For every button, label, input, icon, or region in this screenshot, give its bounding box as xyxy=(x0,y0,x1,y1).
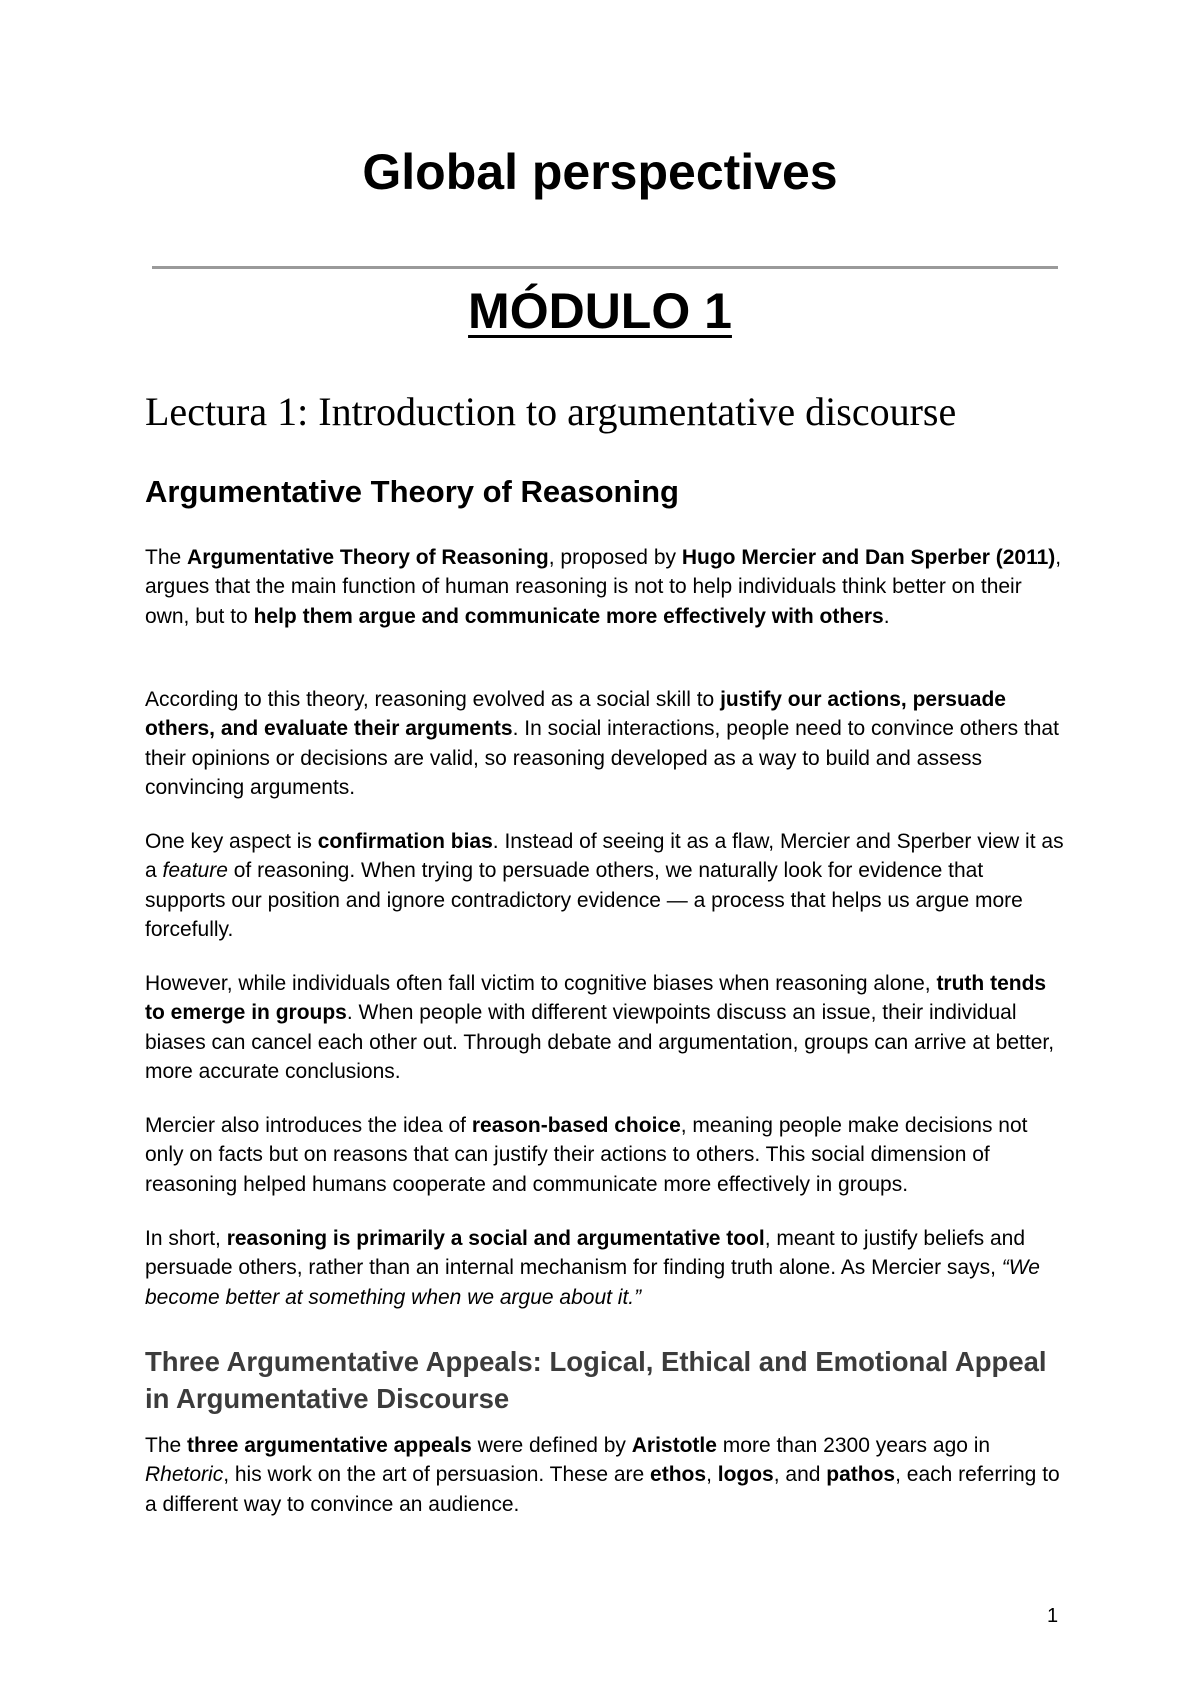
paragraph-theory-intro: The Argumentative Theory of Reasoning, proposed by Hugo Mercier and Dan Sperber (2011), argues that the main function of human reasoning is not to help individuals think better on their own, but to help them argue and communicate more effectively with others. xyxy=(145,546,1062,628)
paragraph-reason-based-choice: Mercier also introduces the idea of reason-based choice, meaning people make decisions not only on facts but on reasons that can justify their actions to others. This social dimension of reasoning helped humans cooperate and communicate more effectively in groups. xyxy=(145,1114,1028,1196)
section-heading-three-appeals: Three Argumentative Appeals: Logical, Ethical and Emotional Appeal in Argumentative Discourse xyxy=(145,1346,1047,1414)
document-title: Global perspectives xyxy=(362,144,838,200)
horizontal-rule xyxy=(152,266,1058,269)
paragraph-appeals-intro: The three argumentative appeals were defined by Aristotle more than 2300 years ago in Rhetoric, his work on the art of persuasion. These are ethos, logos, and pathos, each referring to a different way to convince an audience. xyxy=(145,1434,1060,1516)
module-title: MÓDULO 1 xyxy=(468,283,732,339)
page-number: 1 xyxy=(1047,1605,1059,1627)
paragraph-summary: In short, reasoning is primarily a social and argumentative tool, meant to justify beliefs and persuade others, rather than an internal mechanism for finding truth alone. As Mercier says, “We become better at something when we argue about it.” xyxy=(145,1227,1040,1309)
paragraph-confirmation-bias: One key aspect is confirmation bias. Instead of seeing it as a flaw, Mercier and Sperber view it as a feature of reasoning. When trying to persuade others, we naturally look for evidence that supports our position and ignore contradictory evidence — a process that helps us argue more forcefully. xyxy=(145,830,1064,941)
paragraph-social-skill: According to this theory, reasoning evolved as a social skill to justify our actions, persuade others, and evaluate their arguments. In social interactions, people need to convince others that their opinions or decisions are valid, so reasoning developed as a way to build and assess convincing arguments. xyxy=(145,688,1059,799)
lectura-title: Lectura 1: Introduction to argumentative discourse xyxy=(145,389,957,434)
paragraph-truth-in-groups: However, while individuals often fall victim to cognitive biases when reasoning alone, truth tends to emerge in groups. When people with different viewpoints discuss an issue, their individual biases can cancel each other out. Through debate and argumentation, groups can arrive at better, more accurate conclusions. xyxy=(145,972,1055,1083)
section-heading-argumentative-theory: Argumentative Theory of Reasoning xyxy=(145,474,679,509)
